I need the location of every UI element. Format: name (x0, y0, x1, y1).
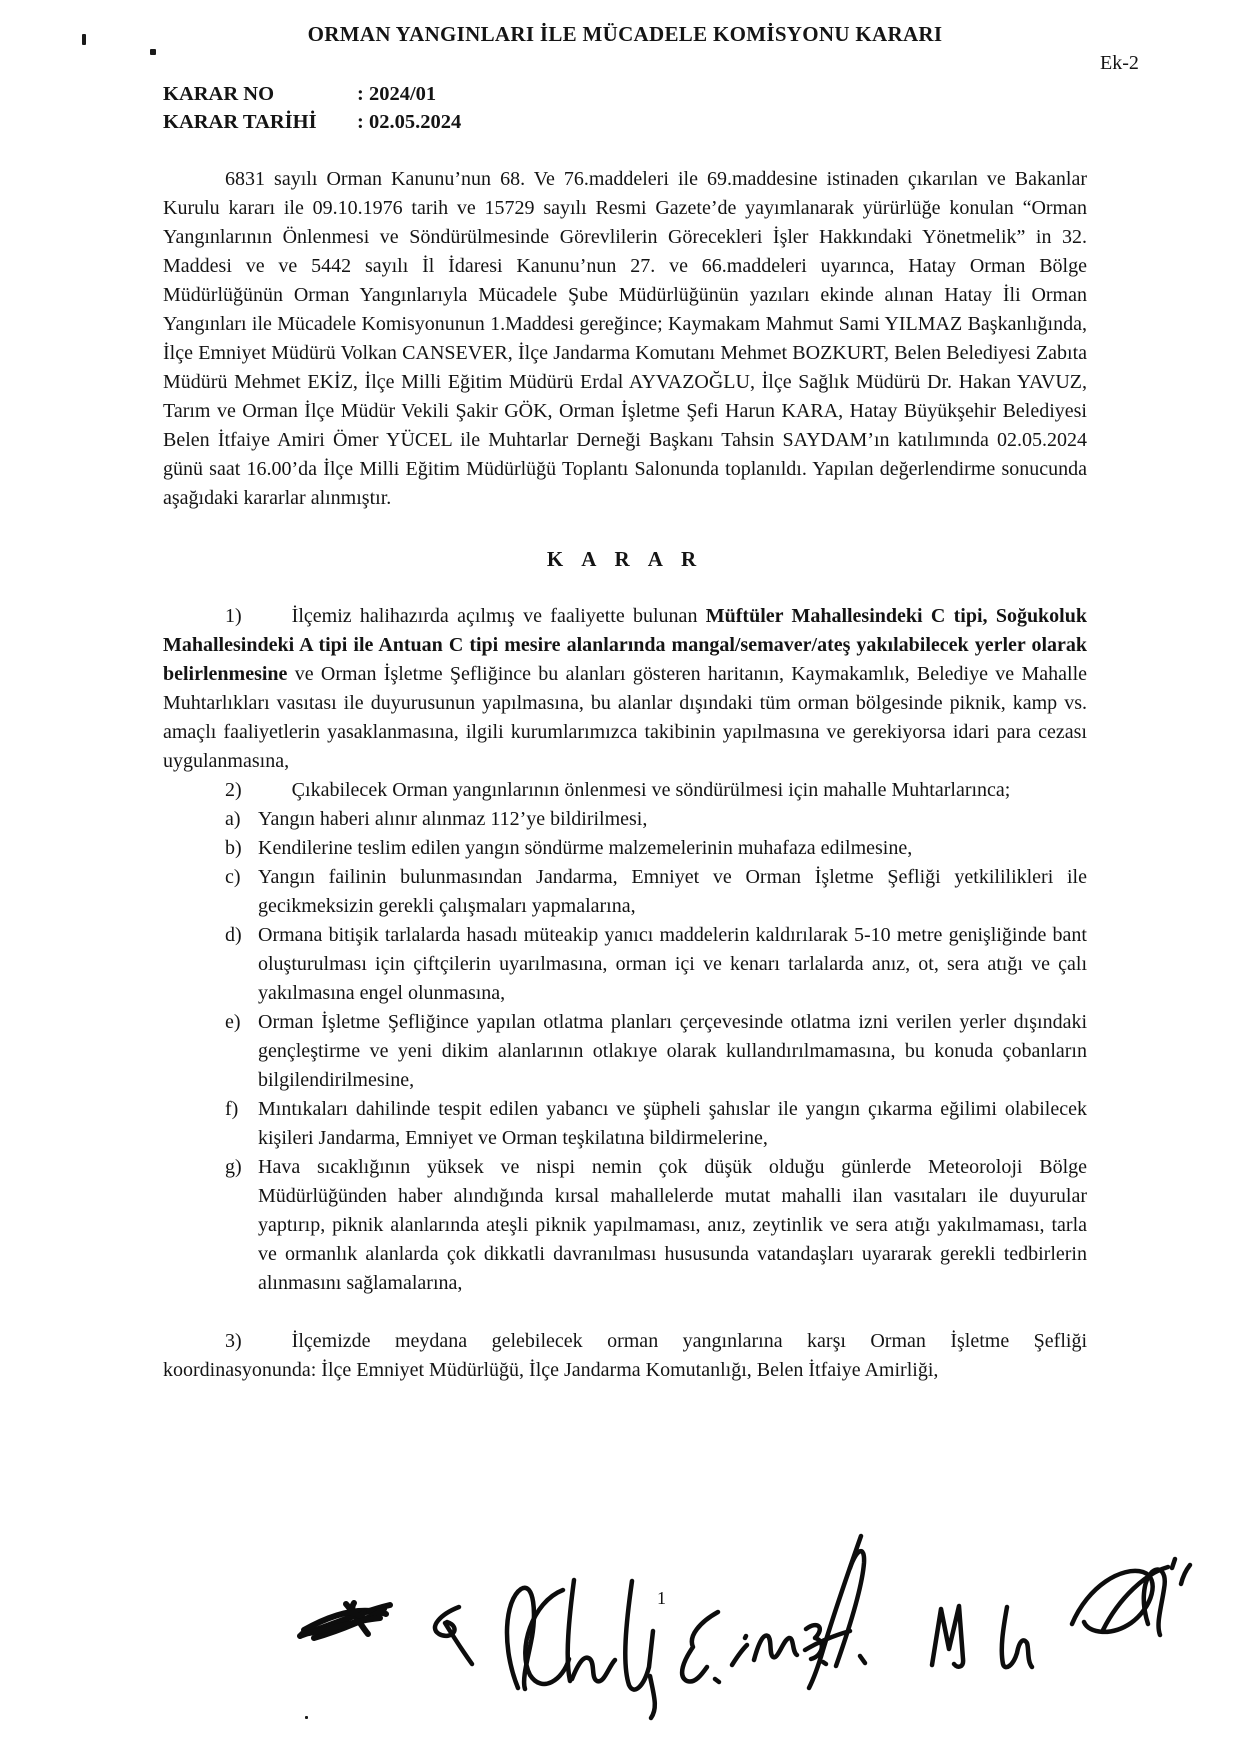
sub-item-a (163, 805, 1087, 834)
signatures-row (260, 1528, 1220, 1738)
sub-item-e (163, 1008, 1087, 1095)
decision-number-value: : 2024/01 (357, 83, 437, 105)
scan-artifact-dot (150, 49, 156, 55)
annex-label: Ek-2 (1100, 52, 1139, 74)
signature-5 (932, 1606, 1032, 1667)
sub-item-f (163, 1095, 1087, 1153)
decision-item-3-text: İlçemizde meydana gelebilecek orman yangınlarına karşı Orman İşletme Şefliği koordinasyonunda: İlçe Emniyet Müdürlüğü, İlçe Jandarma Komutanlığı, Belen İtfaiye Amirliği, (163, 1330, 1087, 1381)
decision-item-2 (163, 776, 1087, 805)
sub-item-b-text: Kendilerine teslim edilen yangın söndürme malzemelerinin muhafaza edilmesine, (258, 837, 913, 859)
sub-item-e-marker: e) (225, 1011, 241, 1033)
sub-item-b (163, 834, 1087, 863)
section-heading: K A R A R (546, 547, 704, 571)
decision-number-row (163, 80, 1087, 108)
page-number: 1 (657, 1588, 666, 1608)
signature-6 (1072, 1559, 1190, 1635)
decision-item-1 (163, 602, 1087, 776)
sub-item-f-text: Mıntıkaları dahilinde tespit edilen yabancı ve şüpheli şahıslar ile yangın çıkarma eğilimi olabilecek kişileri Jandarma, Emniyet ve Orman teşkilatına bildirmelerine, (258, 1098, 1087, 1149)
sub-item-a-text: Yangın haberi alınır alınmaz 112’ye bildirilmesi, (258, 808, 648, 830)
decision-date-label: KARAR TARİHİ (163, 111, 317, 133)
decision-date-row (163, 108, 1087, 136)
sub-item-f-marker: f) (225, 1098, 239, 1120)
sub-item-d-marker: d) (225, 924, 242, 946)
scan-artifact-tick (82, 34, 86, 45)
sub-item-g-text: Hava sıcaklığının yüksek ve nispi nemin çok düşük olduğu günlerde Meteoroloji Bölge Müdürlüğünden haber alındığında kırsal mahallelerde mutat mahalli ilan vasıtaları ile duyurular yaptırıp, piknik alanlarında ateşli piknik yapılmaması, anız, zeytinlik ve sera atığı yakılmaması, tarla ve ormanlık alanlarda çok dikkatli davranılması hususunda vatandaşları uyararak gerekli tedbirlerin alınmasını sağlamalarına, (258, 1156, 1087, 1294)
sub-item-d (163, 921, 1087, 1008)
decision-item-2-text: Çıkabilecek Orman yangınlarının önlenmesi ve söndürülmesi için mahalle Muhtarlarınca; (291, 779, 1011, 801)
decision-meta (163, 80, 1087, 136)
signature-3 (507, 1580, 655, 1718)
document-title: ORMAN YANGINLARI İLE MÜCADELE KOMİSYONU KARARI (307, 22, 943, 46)
decision-item-1-text-continued: ve Orman İşletme Şefliğince bu alanları gösteren haritanın, Kaymakamlık, Belediye ve Mahalle Muhtarlıkları vasıtası ile duyurusunun yapılmasına, bu alanlar dışındaki tüm orman bölgesinde piknik, kamp vs. amaçlı faaliyetlerin yasaklanmasına, ilgili kurumlarımızca takibinin yapılmasına ve gerekiyorsa idari para cezası uygulanmasına, (163, 663, 1087, 772)
sub-item-e-text: Orman İşletme Şefliğince yapılan otlatma planları çerçevesinde otlatma izni verilen yerler dışındaki gençleştirme ve yeni dikim alanlarının otlakıye olarak kullandırılmamasına, bu konuda çobanların bilgilendirilmesine, (258, 1011, 1087, 1091)
sub-item-g-marker: g) (225, 1156, 242, 1178)
sub-item-a-marker: a) (225, 808, 241, 830)
decision-item-3-number: 3) (225, 1330, 242, 1352)
sub-item-d-text: Ormana bitişik tarlalarda hasadı müteakip yanıcı maddelerin kaldırılarak 5-10 metre genişliğinde bant oluşturulması için çiftçilerin uyarılmasına, orman içi ve kenarı tarlalarda anız, ot, sera atığı ve çalı yakılmasına engel olunmasına, (258, 924, 1087, 1004)
signature-4 (682, 1536, 865, 1688)
sub-item-c-text: Yangın failinin bulunmasından Jandarma, Emniyet ve Orman İşletme Şefliği yetkililikleri ile gecikmeksizin gerekli çalışmaları yapmalarına, (258, 866, 1087, 917)
decision-item-1-number: 1) (225, 605, 242, 627)
intro-paragraph: 6831 sayılı Orman Kanunu’nun 68. Ve 76.maddeleri ile 69.maddesine istinaden çıkarılan ve Bakanlar Kurulu kararı ile 09.10.1976 tarih ve 15729 sayılı Resmi Gazete’de yayımlanarak yürürlüğe konulan “Orman Yangınlarının Önlenmesi ve Söndürülmesinde Görevlilerin Görecekleri İşler Hakkındaki Yönetmelik” in 32. Maddesi ve ve 5442 sayılı İl İdaresi Kanunu’nun 27. ve 66.maddeleri uyarınca, Hatay Orman Bölge Müdürlüğünün Orman Yangınlarıyla Mücadele Şube Müdürlüğünün yazıları ekinde alınan Hatay İli Orman Yangınları ile Mücadele Komisyonunun 1.Maddesi gereğince; Kaymakam Mahmut Sami YILMAZ Başkanlığında, İlçe Emniyet Müdürü Volkan CANSEVER, İlçe Jandarma Komutanı Mehmet BOZKURT, Belen Belediyesi Zabıta Müdürü Mehmet EKİZ, İlçe Milli Eğitim Müdürü Erdal AYVAZOĞLU, İlçe Sağlık Müdürü Dr. Hakan YAVUZ, Tarım ve Orman İlçe Müdür Vekili Şakir GÖK, Orman İşletme Şefi Harun KARA, Hatay Büyükşehir Belediyesi Belen İtfaiye Amiri Ömer YÜCEL ile Muhtarlar Derneği Başkanı Tahsin SAYDAM’ın katılımında 02.05.2024 günü saat 16.00’da İlçe Milli Eğitim Müdürlüğü Toplantı Salonunda toplanıldı. Yapılan değerlendirme sonucunda aşağıdaki kararlar alınmıştır. (163, 168, 1087, 509)
document-content (163, 0, 1087, 1385)
sub-item-c (163, 863, 1087, 921)
decision-item-2-number: 2) (225, 779, 242, 801)
decision-date-value: : 02.05.2024 (357, 111, 462, 133)
decision-item-3 (163, 1327, 1087, 1385)
decision-item-1-bold-text: Müftüler Mahallesindeki C tipi, Soğukoluk Mahallesindeki A tipi ile Antuan C tipi mesire alanlarında mangal/semaver/ateş yakılabilecek yerler olarak belirlenmesine (163, 605, 1087, 685)
signature-1 (300, 1603, 390, 1638)
sub-item-b-marker: b) (225, 837, 242, 859)
signature-2 (435, 1607, 472, 1664)
decision-number-label: KARAR NO (163, 83, 275, 105)
sub-item-g (163, 1153, 1087, 1298)
sub-item-c-marker: c) (225, 866, 241, 888)
decision-item-1-text: İlçemiz halihazırda açılmış ve faaliyette bulunan (291, 605, 706, 627)
